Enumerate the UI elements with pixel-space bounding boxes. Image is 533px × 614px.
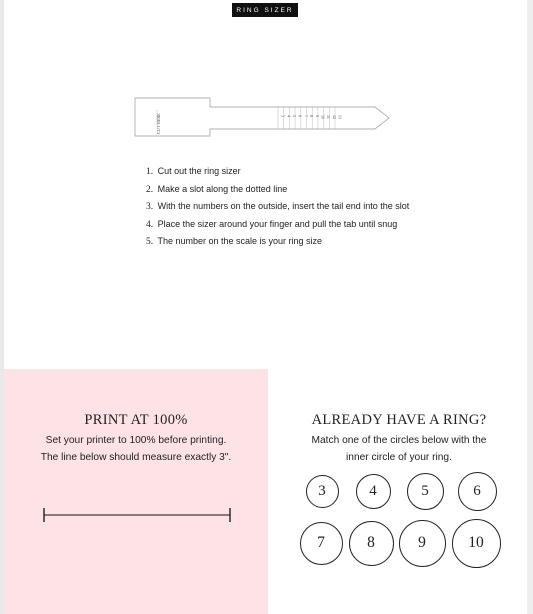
ring-size-label: 7 [317, 534, 325, 551]
ring-size-label: 8 [367, 534, 375, 551]
ring-sizer-strip [130, 96, 395, 138]
ring-size-circle [458, 472, 497, 511]
ring-size-circle [356, 474, 391, 509]
instruction-text: Make a slot along the dotted line [155, 183, 288, 194]
ring-size-label: 10 [468, 534, 484, 551]
instruction-step [146, 181, 409, 199]
ring-size-label: 4 [369, 482, 377, 499]
sizer-scale-number: 5 [292, 115, 297, 117]
ring-size-circle [407, 473, 444, 510]
page-title-badge: RING SIZER [232, 3, 298, 17]
ring-instruction-line-1: Match one of the circles below with the [311, 435, 487, 446]
ring-instruction-line-2: inner circle of your ring. [346, 452, 452, 463]
instruction-text: The number on the scale is your ring size [155, 236, 323, 247]
three-inch-measure-line [40, 506, 234, 524]
sizer-scale-number: 6 [297, 115, 303, 117]
ring-size-label: 3 [318, 482, 326, 499]
ring-size-label: 9 [418, 534, 426, 551]
sizer-scale-number: 7 [303, 115, 309, 117]
ring-heading: ALREADY HAVE A RING? [311, 412, 487, 428]
instructions-list [146, 163, 409, 251]
instruction-step [146, 163, 409, 181]
instruction-number: 2. [146, 184, 154, 195]
print-instruction-line-2: The line below should measure exactly 3". [40, 452, 232, 463]
sizer-scale-number: 9 [314, 115, 320, 117]
instruction-text: Cut out the ring sizer [155, 166, 241, 176]
sizer-scale-number: 3 [280, 115, 286, 117]
ring-size-label: 6 [473, 482, 481, 499]
sizer-scale-number: 12 [331, 115, 337, 119]
sizer-scale-number: 10 [320, 115, 326, 119]
instruction-step [146, 233, 409, 251]
instruction-step [146, 216, 409, 234]
instruction-step [146, 198, 409, 216]
ring-size-circle [300, 522, 343, 565]
instruction-text: With the numbers on the outside, insert the tail end into the slot [155, 201, 410, 212]
page-edge-right [527, 0, 533, 614]
print-heading: PRINT AT 100% [84, 412, 188, 428]
instruction-number: 4. [146, 219, 154, 230]
instruction-number: 1. [146, 167, 154, 177]
sizer-scale-number: 4 [286, 115, 292, 117]
cut-here-label: CUT HERE [156, 113, 161, 134]
print-panel-background [4, 369, 268, 614]
ring-size-circle [306, 475, 339, 508]
ring-size-circle [399, 520, 446, 567]
instruction-number: 3. [146, 202, 154, 213]
ring-size-circle [349, 521, 394, 566]
ring-size-circle [452, 519, 501, 568]
instruction-number: 5. [146, 237, 154, 248]
sizer-scale-number: 8 [309, 115, 315, 117]
instruction-text: Place the sizer around your finger and pull the tab until snug [155, 218, 398, 229]
sizer-scale-number: 11 [326, 115, 332, 119]
sizer-outline [135, 98, 389, 136]
ring-size-label: 5 [421, 482, 429, 499]
print-instruction-line-1: Set your printer to 100% before printing. [45, 435, 227, 446]
sizer-scale-number: 13 [337, 115, 343, 119]
